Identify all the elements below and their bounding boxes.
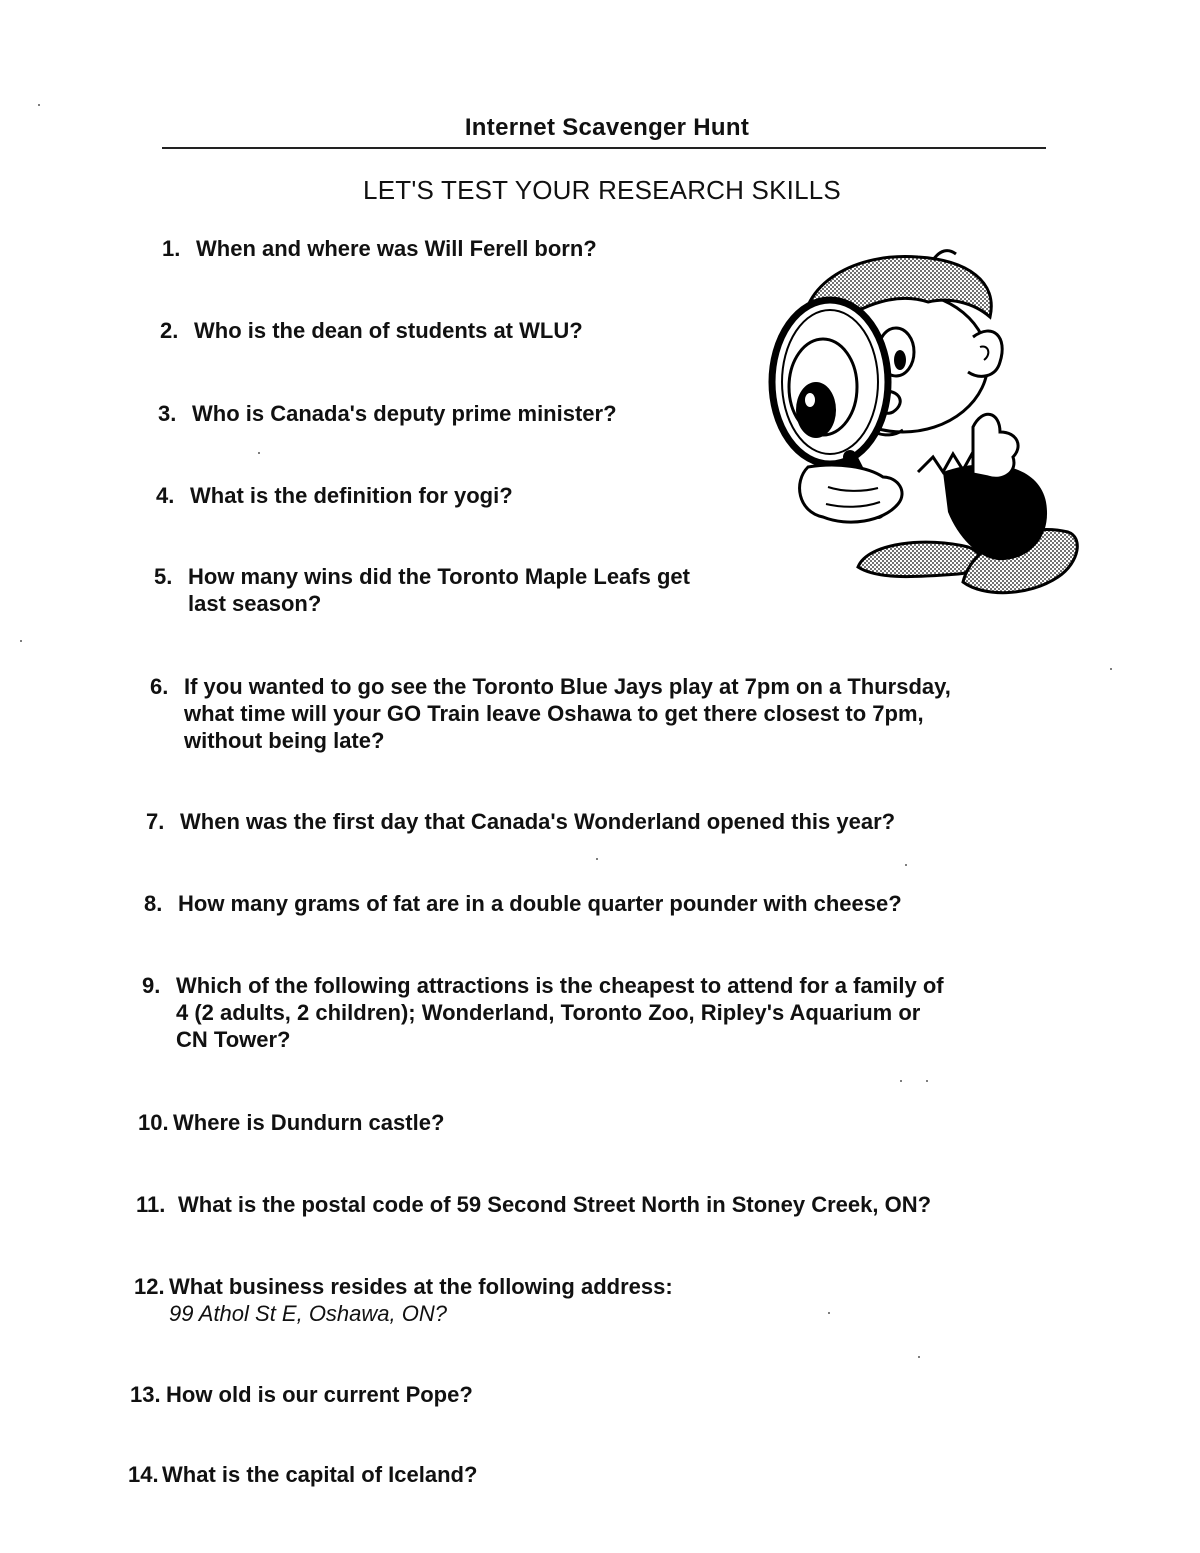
scan-speck: [258, 452, 260, 454]
scan-speck: [1110, 668, 1112, 670]
question-text: Which of the following attractions is the cheapest to attend for a family of 4 (2 adults, 2 children); Wonderland, Toronto Zoo, Ripley's Aquarium or CN Tower?: [176, 973, 944, 1052]
question-number: 6.: [150, 674, 169, 699]
scan-speck: [905, 864, 907, 866]
detective-magnifying-glass-icon: [768, 242, 1088, 607]
question-text: How many wins did the Toronto Maple Leafs get last season?: [188, 564, 690, 616]
question-text: If you wanted to go see the Toronto Blue Jays play at 7pm on a Thursday, what time will your GO Train leave Oshawa to get there closest to 7pm, without being late?: [184, 674, 951, 753]
title-underline: [162, 147, 1046, 149]
question-number: 8.: [144, 891, 163, 916]
page-title: Internet Scavenger Hunt: [464, 114, 750, 141]
question-text: Who is the dean of students at WLU?: [194, 318, 583, 343]
question-number: 4.: [156, 483, 175, 508]
question-number: 14.: [128, 1462, 159, 1487]
question-text: What is the definition for yogi?: [190, 483, 513, 508]
question-number: 10.: [138, 1110, 169, 1135]
question-number: 11.: [136, 1192, 166, 1217]
question-text: When was the first day that Canada's Wonderland opened this year?: [180, 809, 896, 834]
question-address: 99 Athol St E, Oshawa, ON?: [169, 1301, 447, 1326]
question-text: What is the capital of Iceland?: [162, 1462, 478, 1487]
page-subtitle: LET'S TEST YOUR RESEARCH SKILLS: [363, 175, 841, 205]
question-text: How many grams of fat are in a double quarter pounder with cheese?: [178, 891, 902, 916]
question-number: 12.: [134, 1274, 165, 1299]
question-number: 2.: [160, 318, 179, 343]
scan-speck: [918, 1356, 920, 1358]
question-text: What business resides at the following address: 99 Athol St E, Oshawa, ON?: [169, 1274, 673, 1326]
question-text: Where is Dundurn castle?: [173, 1110, 445, 1135]
question-text: What is the postal code of 59 Second Street North in Stoney Creek, ON?: [178, 1192, 932, 1217]
question-number: 3.: [158, 401, 177, 426]
question-number: 9.: [142, 973, 161, 998]
question-text: When and where was Will Ferell born?: [196, 236, 597, 261]
scan-speck: [900, 1080, 902, 1082]
scan-speck: [926, 1080, 928, 1082]
question-text: How old is our current Pope?: [166, 1382, 473, 1407]
question-number: 13.: [130, 1382, 161, 1407]
question-text: Who is Canada's deputy prime minister?: [192, 401, 617, 426]
scan-speck: [20, 640, 22, 642]
question-number: 1.: [162, 236, 181, 261]
question-number: 7.: [146, 809, 165, 834]
question-number: 5.: [154, 564, 173, 589]
scan-speck: [38, 104, 40, 106]
scan-speck: [596, 858, 598, 860]
scan-speck: [828, 1312, 830, 1314]
